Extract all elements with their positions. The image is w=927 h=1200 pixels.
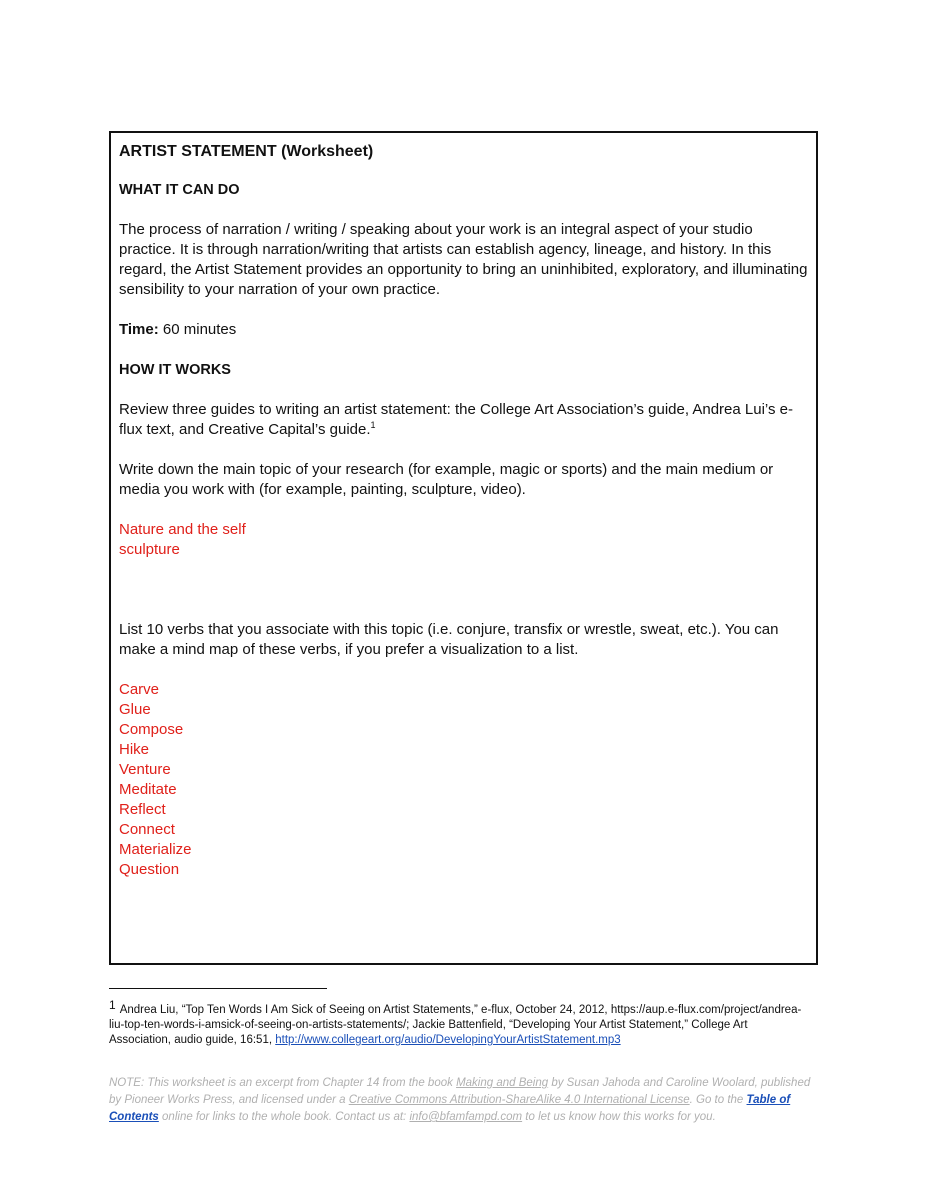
list-item: Venture xyxy=(119,761,171,778)
list-item: Hike xyxy=(119,741,150,758)
topic-answers xyxy=(119,520,808,560)
worksheet-title: ARTIST STATEMENT (Worksheet) xyxy=(119,143,374,160)
footnote-text: Andrea Liu, “Top Ten Words I Am Sick of Seeing on Artist Statements,” e-flux, October 24, 2012, https://aup.e-flux.com/project/andrea-liu-top-ten-words-i-amsick-of-seeing-on-artists-statements/; Jackie Battenfield, “Developing Your Artist Statement,” College Art Association, audio guide, 16:51, xyxy=(109,1004,802,1046)
footnote xyxy=(109,998,809,1048)
list-item: Carve xyxy=(119,681,160,698)
license-note xyxy=(109,1075,821,1126)
list-item: Compose xyxy=(119,721,184,738)
note-text: . Go to the xyxy=(689,1094,747,1106)
note-text: to let us know how this works for you. xyxy=(522,1111,716,1123)
footnote-link[interactable]: http://www.collegeart.org/audio/DevelopingYourArtistStatement.mp3 xyxy=(275,1034,621,1046)
time-value: 60 minutes xyxy=(158,321,237,338)
list-item: Glue xyxy=(119,701,151,718)
topic-prompt: Write down the main topic of your research (for example, magic or sports) and the main medium or media you work with (for example, painting, sculpture, video). xyxy=(119,461,774,498)
table-of-contents-link[interactable]: Table of Contents xyxy=(109,1094,791,1123)
list-item: Connect xyxy=(119,821,175,838)
list-item: Meditate xyxy=(119,781,177,798)
footnote-divider xyxy=(109,988,327,989)
review-text: Review three guides to writing an artist statement: the College Art Association’s guide, Andrea Lui’s e-flux text, and Creative Capital’s guide. xyxy=(119,401,793,438)
what-it-can-do-heading: WHAT IT CAN DO xyxy=(119,182,240,198)
footnote-mark: 1 xyxy=(109,998,116,1012)
medium-answer: sculpture xyxy=(119,541,180,558)
time-label: Time: xyxy=(119,321,159,338)
how-it-works-heading: HOW IT WORKS xyxy=(119,362,231,378)
time-line xyxy=(119,320,808,340)
verbs-list xyxy=(119,680,808,880)
list-item: Question xyxy=(119,861,180,878)
list-item: Reflect xyxy=(119,801,166,818)
verbs-prompt: List 10 verbs that you associate with this topic (i.e. conjure, transfix or wrestle, sweat, etc.). You can make a mind map of these verbs, if you prefer a visualization to a list. xyxy=(119,621,779,658)
review-paragraph xyxy=(119,400,808,440)
worksheet-box xyxy=(109,131,818,965)
note-text: NOTE: This worksheet is an excerpt from Chapter 14 from the book xyxy=(109,1077,457,1089)
intro-paragraph: The process of narration / writing / speaking about your work is an integral aspect of your studio practice. It is through narration/writing that artists can establish agency, lineage, and history. In this regard, the Artist Statement provides an opportunity to bring an uninhibited, exploratory, and illuminating sensibility to your narration of your own practice. xyxy=(119,221,808,298)
license-link[interactable]: Creative Commons Attribution-ShareAlike 4.0 International License xyxy=(348,1094,690,1106)
book-title-link[interactable]: Making and Being xyxy=(456,1077,549,1089)
note-text: online for links to the whole book. Contact us at: xyxy=(158,1111,410,1123)
footnote-reference[interactable]: 1 xyxy=(370,420,376,430)
email-link[interactable]: info@bfamfampd.com xyxy=(409,1111,523,1123)
note-text: by Susan Jahoda and Caroline Woolard, published by Pioneer Works Press, and licensed under a xyxy=(109,1077,811,1106)
list-item: Materialize xyxy=(119,841,192,858)
topic-answer: Nature and the self xyxy=(119,521,246,538)
